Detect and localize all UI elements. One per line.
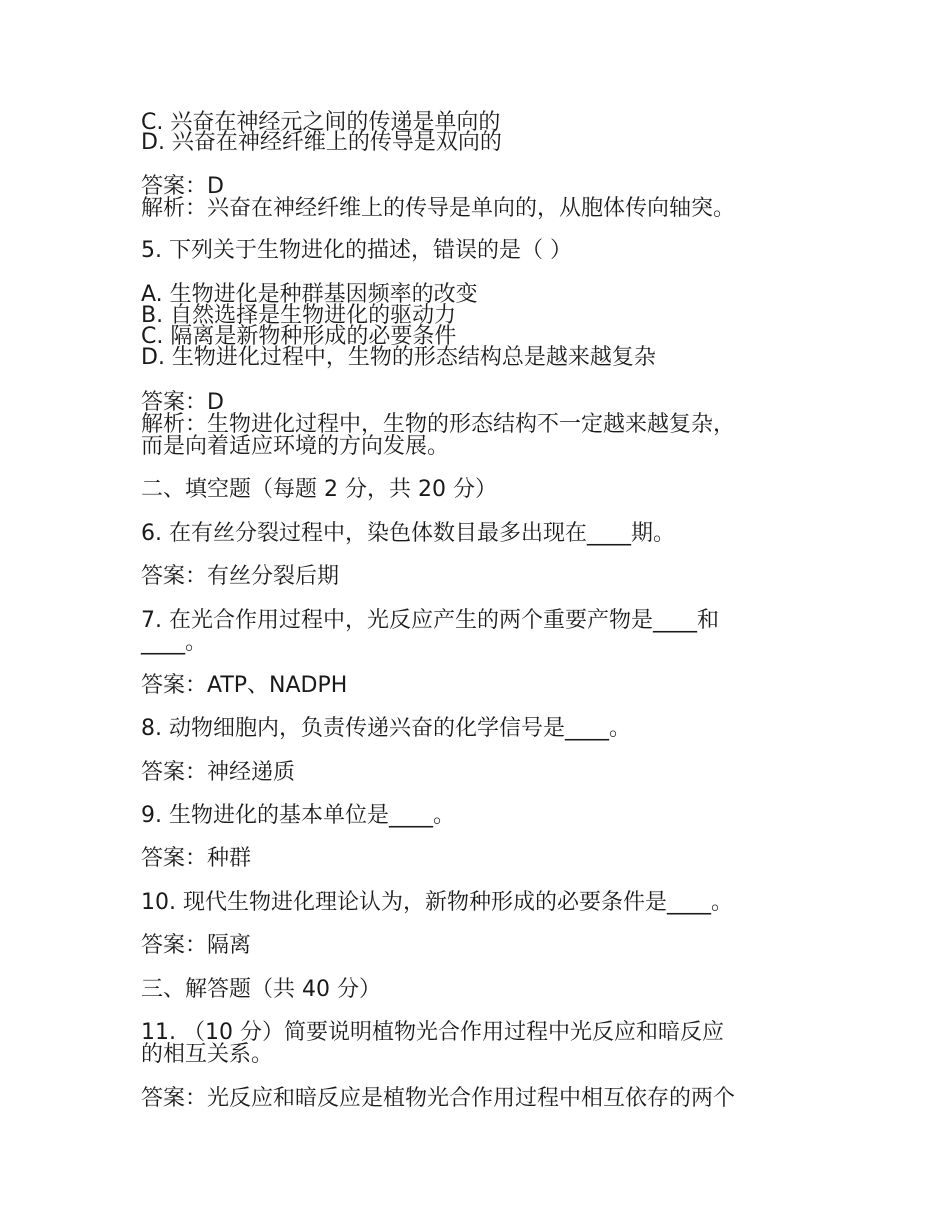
q4-answer: 答案：D xyxy=(141,174,224,199)
q5-option-a: A. 生物进化是种群基因频率的改变 xyxy=(141,282,478,307)
q7-question-line2: ____。 xyxy=(141,630,208,655)
q8-answer: 答案：神经递质 xyxy=(141,760,296,785)
q5-option-d: D. 生物进化过程中，生物的形态结构总是越来越复杂 xyxy=(141,345,656,370)
q5-answer: 答案：D xyxy=(141,390,224,415)
q5-option-b: B. 自然选择是生物进化的驱动力 xyxy=(141,303,457,328)
q11-answer-line1: 答案：光反应和暗反应是植物光合作用过程中相互依存的两个 xyxy=(141,1086,736,1111)
section2-heading: 二、填空题（每题 2 分，共 20 分） xyxy=(141,477,497,502)
q5-analysis-line1: 解析：生物进化过程中，生物的形态结构不一定越来越复杂， xyxy=(141,412,736,437)
q6-answer: 答案：有丝分裂后期 xyxy=(141,564,340,589)
q9-question: 9. 生物进化的基本单位是____。 xyxy=(141,803,455,828)
q10-answer: 答案：隔离 xyxy=(141,933,252,958)
q6-question: 6. 在有丝分裂过程中，染色体数目最多出现在____期。 xyxy=(141,521,675,546)
section3-heading: 三、解答题（共 40 分） xyxy=(141,977,381,1002)
q5-analysis-line2: 而是向着适应环境的方向发展。 xyxy=(141,434,450,459)
q9-answer: 答案：种群 xyxy=(141,846,252,871)
q7-answer: 答案：ATP、NADPH xyxy=(141,673,348,698)
q10-question: 10. 现代生物进化理论认为，新物种形成的必要条件是____。 xyxy=(141,890,733,915)
q4-option-c: C. 兴奋在神经元之间的传递是单向的 xyxy=(141,110,501,135)
q11-question-line1: 11. （10 分）简要说明植物光合作用过程中光反应和暗反应 xyxy=(141,1020,724,1045)
q8-question: 8. 动物细胞内，负责传递兴奋的化学信号是____。 xyxy=(141,716,631,741)
q11-question-line2: 的相互关系。 xyxy=(141,1042,274,1067)
q4-option-d: D. 兴奋在神经纤维上的传导是双向的 xyxy=(141,130,502,155)
q5-question: 5. 下列关于生物进化的描述，错误的是（ ） xyxy=(141,238,572,263)
q5-option-c: C. 隔离是新物种形成的必要条件 xyxy=(141,324,457,349)
q7-question-line1: 7. 在光合作用过程中，光反应产生的两个重要产物是____和 xyxy=(141,608,719,633)
q4-analysis: 解析：兴奋在神经纤维上的传导是单向的，从胞体传向轴突。 xyxy=(141,196,736,221)
